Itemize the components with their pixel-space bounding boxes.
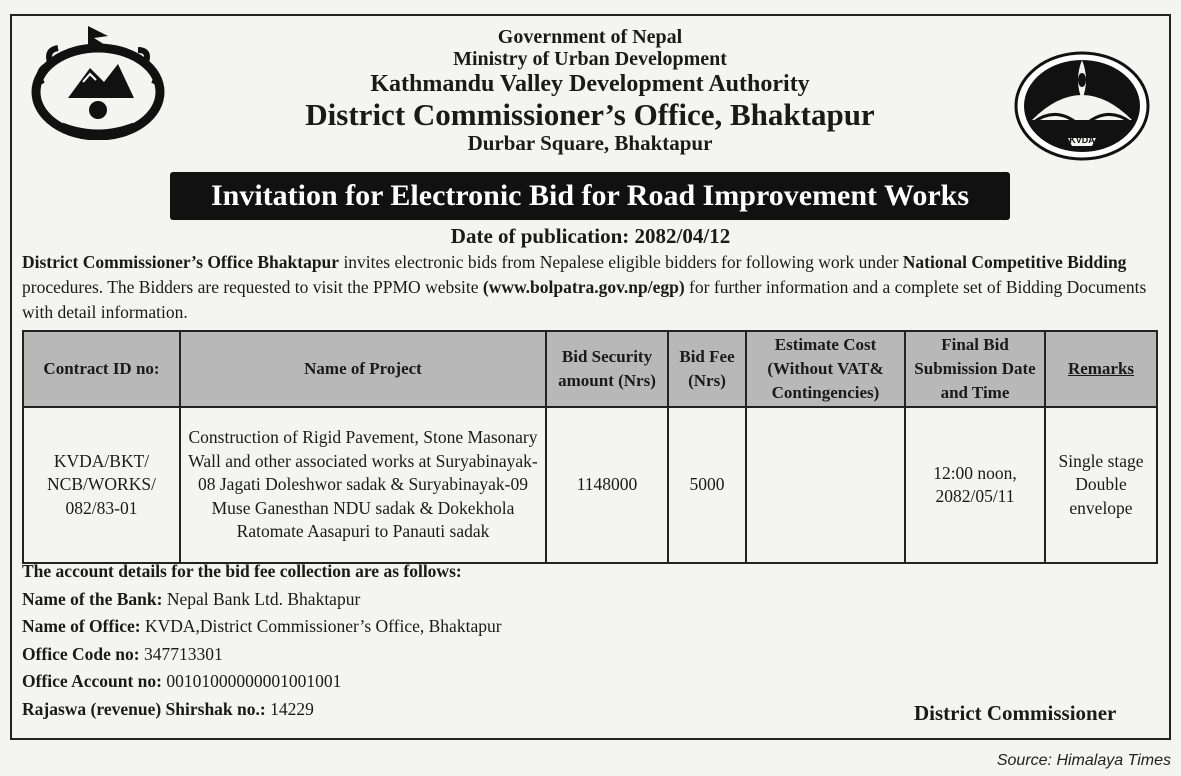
signature-title: District Commissioner [914,701,1117,725]
nepal-emblem-icon [28,22,168,140]
intro-office-name: District Commissioner’s Office Bhaktapur [22,252,340,272]
rajaswa-label: Rajaswa (revenue) Shirshak no.: [22,698,266,719]
intro-text-2: procedures. The Bidders are requested to visit the PPMO website [22,277,483,297]
header-contract-id: Contract ID no: [23,331,180,407]
intro-paragraph [22,250,1160,325]
cell-project-name: Construction of Rigid Pavement, Stone Masonary Wall and other associated works at Suryabinayak-08 Jagati Doleshwor sadak & Suryabinayak-09 Muse Ganesthan NDU sadak & Dokekhola Ratomate Aasapuri to Panauti sadak [180,407,546,563]
cell-contract-id: KVDA/BKT/ NCB/WORKS/ 082/83-01 [23,407,180,563]
intro-website: (www.bolpatra.gov.np/egp) [482,277,685,297]
table-header-row [23,331,1157,407]
intro-text-3: for further information and a complete set of Bidding Documents with detail information. [22,277,1147,322]
cell-estimate-cost [746,407,905,563]
table-row [23,407,1157,563]
cell-submission-date: 12:00 noon, 2082/05/11 [905,407,1045,563]
intro-ncb: National Competitive Bidding [902,252,1127,272]
header-bid-security: Bid Security amount (Nrs) [546,331,668,407]
account-heading: The account details for the bid fee collection are as follows: [22,561,462,581]
bank-label: Name of the Bank: [22,588,163,609]
cell-remarks: Single stage Double envelope [1045,407,1157,563]
office-value: KVDA,District Commissioner’s Office, Bhaktapur [140,616,502,636]
header-remarks: Remarks [1045,331,1157,407]
office-header [180,26,1000,156]
kvda-logo-text: KVDA [1069,135,1095,145]
header-authority: Kathmandu Valley Development Authority [370,70,810,97]
office-account-value: 00101000000001001001 [161,671,342,691]
header-government: Government of Nepal [497,26,683,48]
office-account-label: Office Account no: [22,671,162,691]
rajaswa-value: 14229 [265,698,314,719]
header-ministry: Ministry of Urban Development [453,48,727,71]
header-bid-fee: Bid Fee (Nrs) [668,331,746,407]
header-address: Durbar Square, Bhaktapur [467,131,713,156]
kvda-logo-icon [1012,50,1152,162]
cell-bid-fee: 5000 [668,407,746,563]
office-label: Name of Office: [22,616,141,636]
office-code-value: 347713301 [139,643,223,664]
source-credit: Source: Himalaya Times [996,752,1171,769]
bank-value: Nepal Bank Ltd. Bhaktapur [162,588,361,609]
header-project-name: Name of Project [180,331,546,407]
intro-text-1: invites electronic bids from Nepalese eligible bidders for following work under [339,252,903,272]
bid-table [22,330,1158,564]
invitation-banner: Invitation for Electronic Bid for Road Improvement Works [170,172,1010,220]
header-estimate-cost: Estimate Cost (Without VAT& Contingencies) [746,331,905,407]
account-details [22,558,742,723]
publication-date: Date of publication: 2082/04/12 [450,224,731,248]
cell-bid-security: 1148000 [546,407,668,563]
office-code-label: Office Code no: [22,643,140,664]
header-submission-date: Final Bid Submission Date and Time [905,331,1045,407]
header-office: District Commissioner’s Office, Bhaktapur [305,96,875,132]
